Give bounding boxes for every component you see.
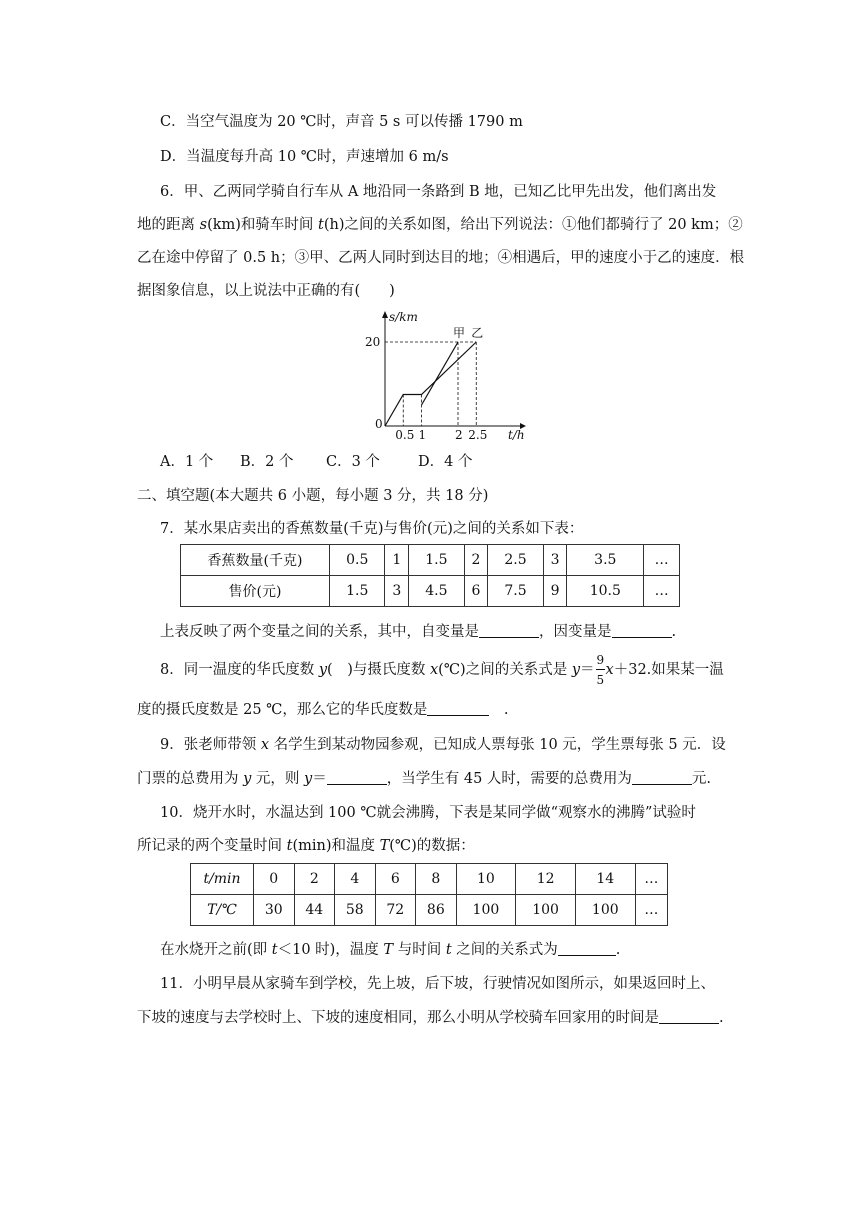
table-cell: 10 — [456, 864, 516, 895]
table-row — [191, 895, 668, 926]
table-cell: 3 — [385, 576, 409, 607]
table-cell: 30 — [254, 895, 295, 926]
distance-time-chart — [360, 308, 530, 448]
table-cell: … — [635, 864, 667, 895]
q9-line-1: 9．张老师带领 x 名学生到某动物园参观，已知成人票每张 10 元，学生票每张 5 元．设 — [160, 737, 726, 753]
q6-options — [160, 452, 472, 472]
q5-option-c: C．当空气温度为 20 ℃时，声音 5 s 可以传播 1790 m — [160, 114, 523, 130]
q6-option-c: C．3 个 — [326, 454, 380, 470]
q6-option-d: D．4 个 — [418, 454, 473, 470]
table-cell: 7.5 — [488, 576, 543, 607]
q6-option-a: A．1 个 — [160, 454, 214, 470]
table-cell: 100 — [456, 895, 516, 926]
table-cell: 6 — [464, 576, 488, 607]
table-cell: 1.5 — [409, 545, 464, 576]
table-cell: 86 — [416, 895, 457, 926]
table-cell: 100 — [575, 895, 635, 926]
table-cell: … — [644, 545, 680, 576]
table-cell: 2.5 — [488, 545, 543, 576]
q10-question: 在水烧开之前(即 t＜10 时)，温度 T 与时间 t 之间的关系式为 . — [160, 942, 621, 958]
x-axis-label: t/h — [508, 428, 525, 442]
answer-blank[interactable] — [427, 701, 489, 716]
q6-line-3: 乙在途中停留了 0.5 h；③甲、乙两人同时到达目的地；④相遇后，甲的速度小于乙的速度．根 — [137, 250, 745, 266]
answer-blank[interactable] — [558, 941, 616, 956]
table-cell: 6 — [375, 864, 416, 895]
table-cell: 9 — [543, 576, 567, 607]
y-axis-label: s/km — [389, 310, 418, 324]
table-cell: 0.5 — [330, 545, 385, 576]
q8-line-2: 度的摄氏度数是 25 ℃，那么它的华氏度数是 . — [137, 702, 509, 718]
q6-option-b: B．2 个 — [240, 454, 294, 470]
table-cell: 8 — [416, 864, 457, 895]
table-cell: 44 — [294, 895, 335, 926]
x-tick-label: 0.5 — [395, 428, 415, 442]
table-cell: 售价(元) — [181, 576, 330, 607]
answer-blank[interactable] — [659, 1009, 719, 1024]
x-tick-label: 2 — [455, 428, 463, 442]
q7-intro: 7．某水果店卖出的香蕉数量(千克)与售价(元)之间的关系如下表： — [160, 521, 584, 537]
table-cell: 1 — [385, 545, 409, 576]
table-row — [181, 576, 680, 607]
table-cell: 72 — [375, 895, 416, 926]
x-tick-label: 2.5 — [468, 428, 488, 442]
table-cell: 4.5 — [409, 576, 464, 607]
answer-blank[interactable] — [632, 770, 692, 785]
table-cell: t/min — [191, 864, 254, 895]
q8-line-1: 8．同一温度的华氏度数 y( )与摄氏度数 x(℃)之间的关系式是 y＝ $\frac{9}{5}$ x＋32.如果某一温 — [160, 653, 724, 687]
table-cell: 2 — [464, 545, 488, 576]
fraction: $\frac{9}{5}$ — [596, 653, 605, 687]
q6-line-4: 据图象信息，以上说法中正确的有( ) — [137, 283, 395, 299]
answer-blank[interactable] — [479, 623, 539, 638]
answer-blank[interactable] — [327, 770, 387, 785]
table-cell: T/℃ — [191, 895, 254, 926]
table-cell: 3.5 — [567, 545, 644, 576]
table-row — [191, 864, 668, 895]
x-tick-label: 1 — [418, 428, 427, 442]
series-label-1: 甲 — [453, 326, 466, 340]
answer-blank[interactable] — [612, 623, 672, 638]
table-cell: 1.5 — [330, 576, 385, 607]
q6-line-2: 地的距离 s(km)和骑车时间 t(h)之间的关系如图，给出下列说法：①他们都骑行了 20 km；② — [137, 217, 743, 233]
q5-option-d: D．当温度每升高 10 ℃时，声速增加 6 m/s — [160, 149, 449, 165]
origin-label: 0 — [375, 417, 383, 431]
q10-table — [190, 863, 668, 926]
table-cell: 3 — [543, 545, 567, 576]
q10-line-2: 所记录的两个变量时间 t(min)和温度 T(℃)的数据： — [137, 838, 475, 854]
series-line-2 — [385, 342, 476, 426]
section-2-heading: 二、填空题(本大题共 6 小题，每小题 3 分，共 18 分) — [137, 488, 489, 504]
series-line-1 — [422, 342, 459, 405]
q11-line-1: 11．小明早晨从家骑车到学校，先上坡，后下坡，行驶情况如图所示，如果返回时上、 — [160, 976, 715, 992]
table-cell: 2 — [294, 864, 335, 895]
table-cell: 香蕉数量(千克) — [181, 545, 330, 576]
table-row — [181, 545, 680, 576]
table-cell: 14 — [575, 864, 635, 895]
table-cell: … — [644, 576, 680, 607]
table-cell: 0 — [254, 864, 295, 895]
table-cell: 58 — [335, 895, 376, 926]
table-cell: 4 — [335, 864, 376, 895]
table-cell: 10.5 — [567, 576, 644, 607]
q11-line-2: 下坡的速度与去学校时上、下坡的速度相同，那么小明从学校骑车回家用的时间是 . — [137, 1010, 724, 1026]
y-axis-arrow — [382, 311, 388, 318]
q6-line-1: 6．甲、乙两同学骑自行车从 A 地沿同一条路到 B 地，已知乙比甲先出发，他们离出发 — [160, 184, 717, 200]
q7-table — [180, 544, 680, 607]
table-cell: 100 — [516, 895, 576, 926]
table-cell: 12 — [516, 864, 576, 895]
q7-question: 上表反映了两个变量之间的关系，其中，自变量是 ，因变量是 . — [160, 624, 677, 640]
table-cell: … — [635, 895, 667, 926]
q9-line-2: 门票的总费用为 y 元，则 y＝ ，当学生有 45 人时，需要的总费用为 元. — [137, 771, 712, 787]
series-label-2: 乙 — [471, 326, 484, 340]
y-tick-label: 20 — [365, 335, 381, 349]
q10-line-1: 10．烧开水时，水温达到 100 ℃就会沸腾，下表是某同学做“观察水的沸腾”试验时 — [160, 805, 696, 821]
